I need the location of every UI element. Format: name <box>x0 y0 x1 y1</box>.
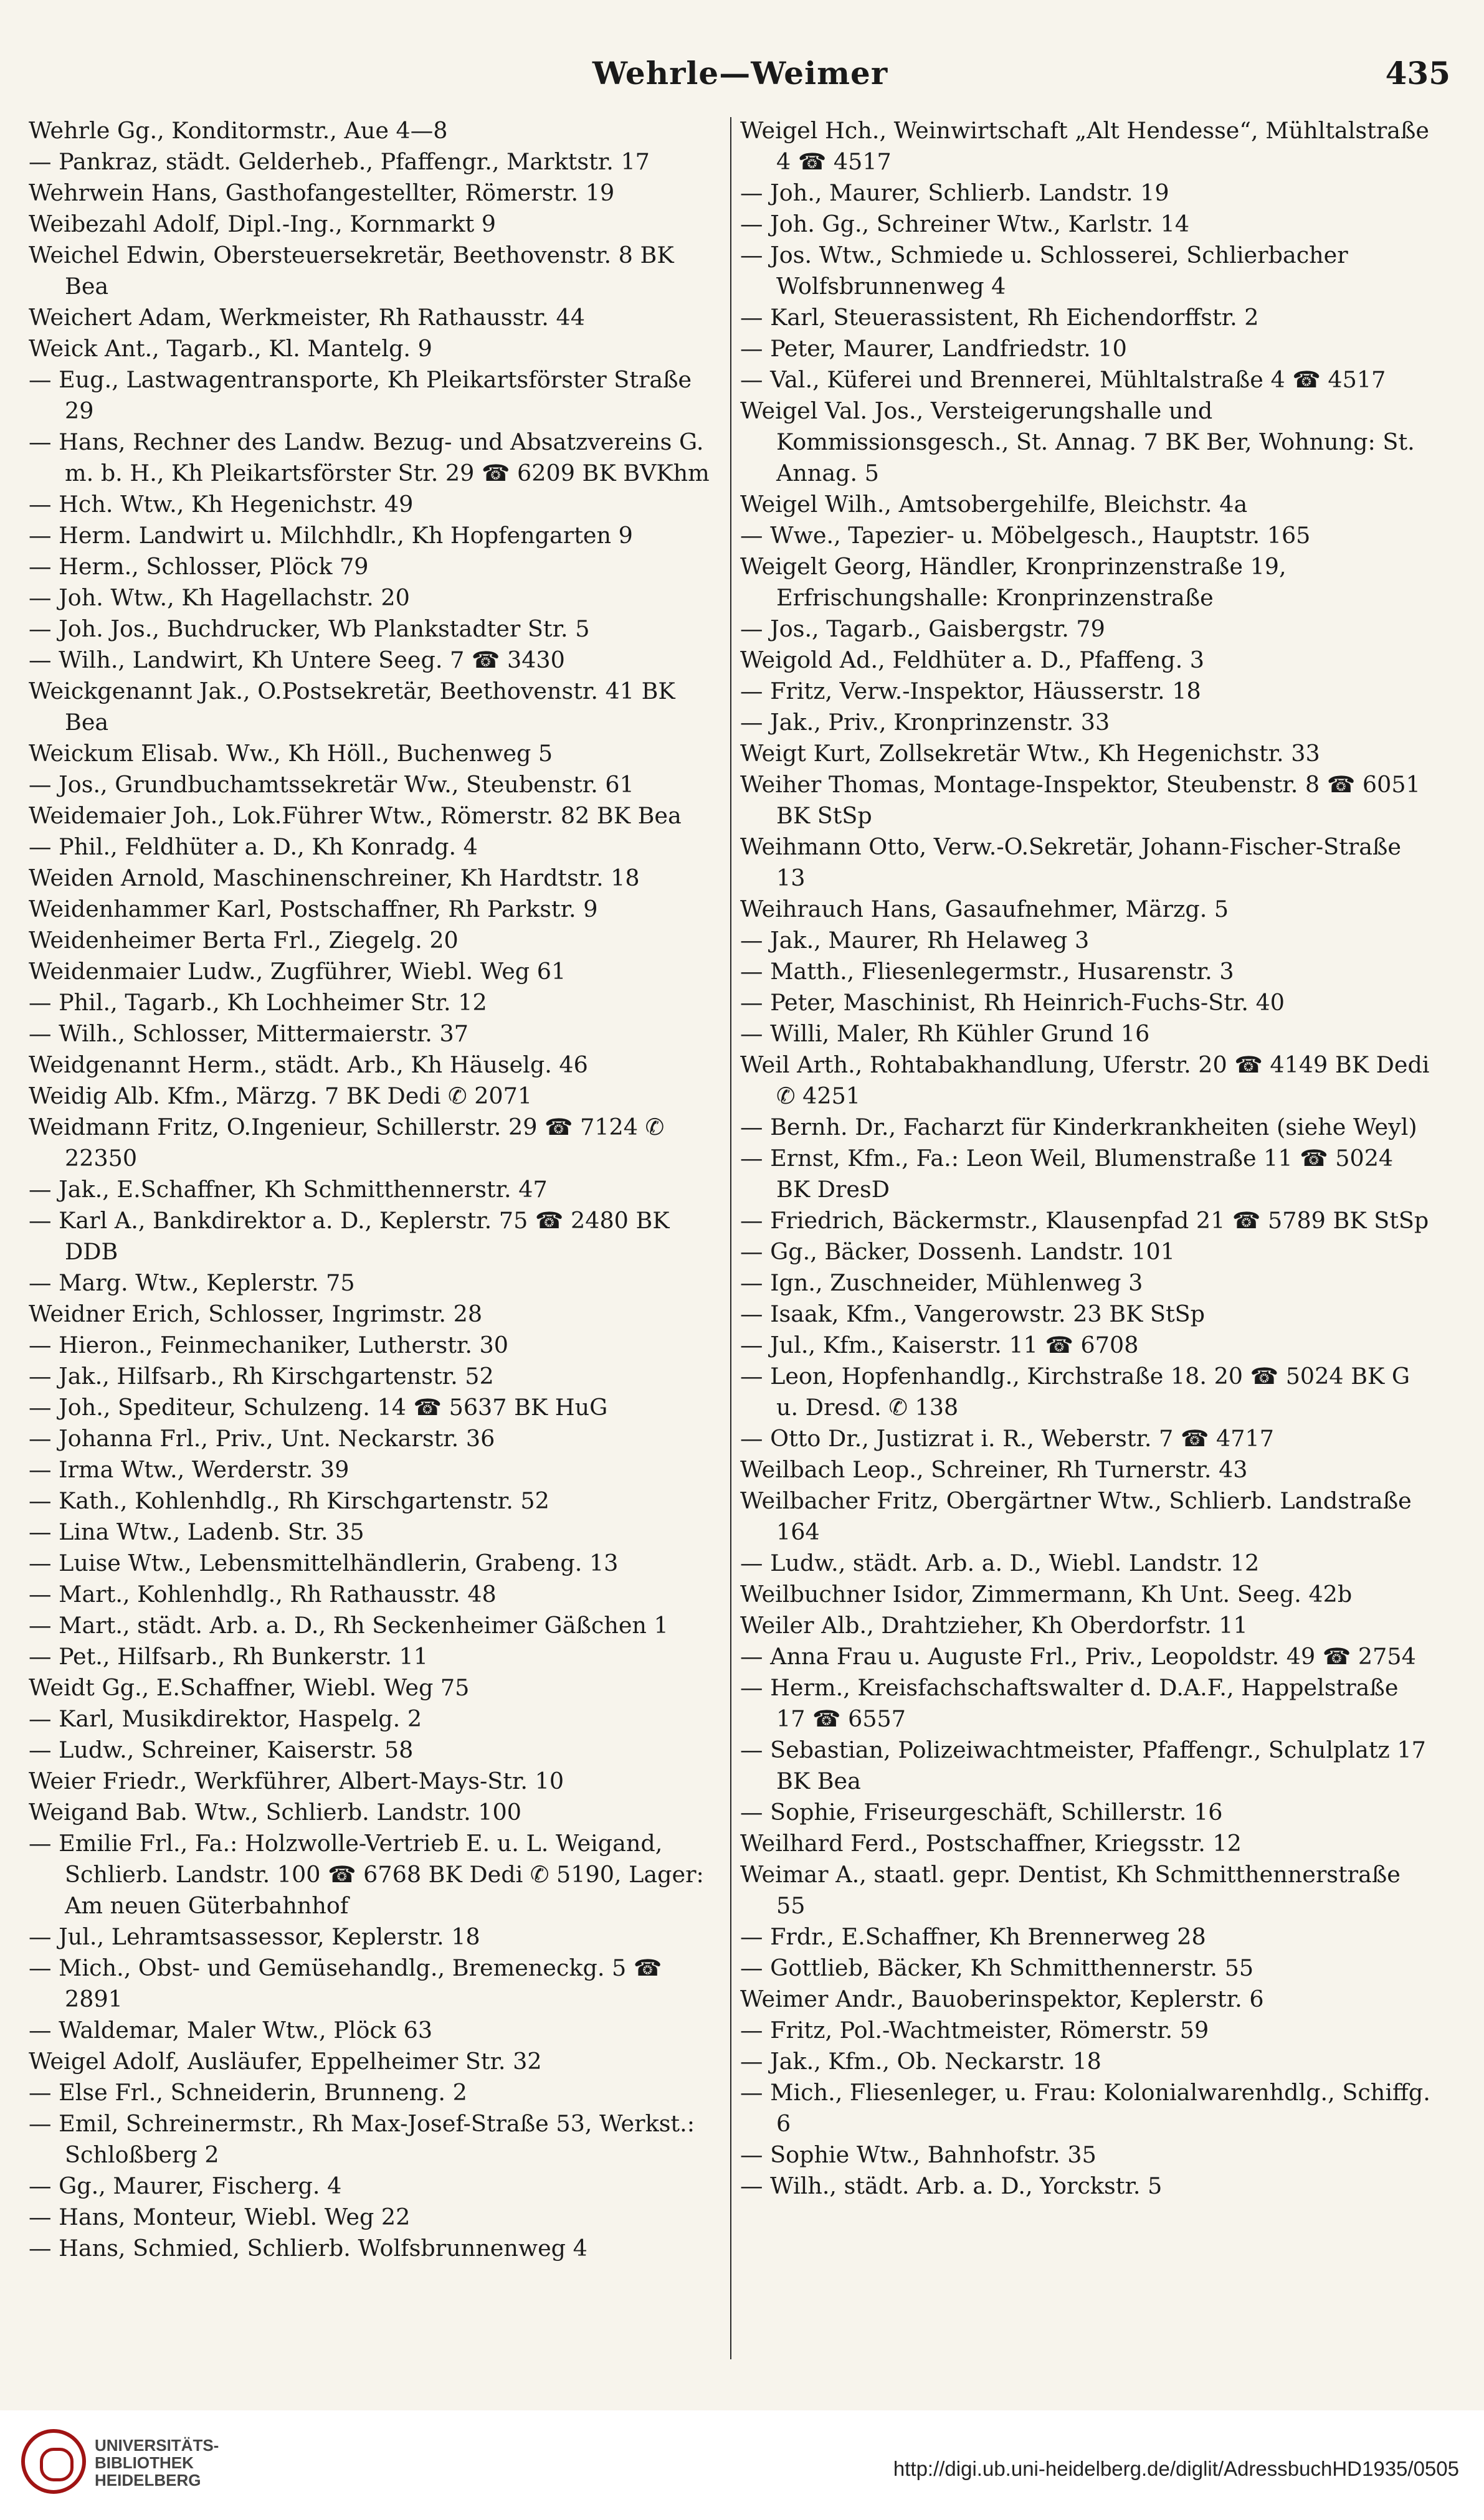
directory-entry: — Jos., Grundbuchamtssekretär Ww., Steubenstr. 61 <box>29 771 634 798</box>
directory-entry: Weidenheimer Berta Frl., Ziegelg. 20 <box>29 927 459 954</box>
directory-entry: — Joh. Wtw., Kh Hagellachstr. 20 <box>29 584 410 611</box>
directory-entry: — Bernh. Dr., Facharzt für Kinderkrankheiten (siehe Weyl) <box>740 1114 1417 1140</box>
directory-entry: Weiler Alb., Drahtzieher, Kh Oberdorfstr. 11 <box>740 1612 1248 1639</box>
directory-entry: Weier Friedr., Werkführer, Albert-Mays-Str. 10 <box>29 1768 564 1794</box>
directory-entry: Weilbuchner Isidor, Zimmermann, Kh Unt. Seeg. 42b <box>740 1581 1353 1608</box>
directory-entry: Weihrauch Hans, Gasaufnehmer, Märzg. 5 <box>740 896 1229 922</box>
directory-entry: — Anna Frau u. Auguste Frl., Priv., Leopoldstr. 49 ☎ 2754 <box>740 1643 1416 1670</box>
directory-entry: — Wwe., Tapezier- u. Möbelgesch., Hauptstr. 165 <box>740 522 1311 549</box>
directory-entry: — Jul., Kfm., Kaiserstr. 11 ☎ 6708 <box>740 1332 1139 1358</box>
directory-entry: Weichel Edwin, Obersteuersekretär, Beethovenstr. 8 BK Bea <box>29 242 674 300</box>
directory-entry: Weigand Bab. Wtw., Schlierb. Landstr. 100 <box>29 1799 521 1826</box>
directory-entry: — Friedrich, Bäckermstr., Klausenpfad 21 ☎ 5789 BK StSp <box>740 1207 1429 1234</box>
directory-entry: Weilhard Ferd., Postschaffner, Kriegsstr. 12 <box>740 1830 1242 1857</box>
directory-entry: Weigel Val. Jos., Versteigerungshalle und Kommissionsgesch., St. Annag. 7 BK Ber, Wohnung: St. Annag. 5 <box>740 397 1415 486</box>
directory-entry: Weidemaier Joh., Lok.Führer Wtw., Römerstr. 82 BK Bea <box>29 802 682 829</box>
directory-entry: Weihmann Otto, Verw.-O.Sekretär, Johann-Fischer-Straße 13 <box>740 833 1402 891</box>
directory-entry: — Willi, Maler, Rh Kühler Grund 16 <box>740 1020 1150 1047</box>
directory-entry: — Sophie, Friseurgeschäft, Schillerstr. 16 <box>740 1799 1223 1826</box>
directory-entry: — Joh., Maurer, Schlierb. Landstr. 19 <box>740 179 1169 206</box>
directory-entry: — Herm. Landwirt u. Milchhdlr., Kh Hopfengarten 9 <box>29 522 633 549</box>
directory-entry: — Phil., Feldhüter a. D., Kh Konradg. 4 <box>29 833 478 860</box>
directory-entry: — Leon, Hopfenhandlg., Kirchstraße 18. 20 ☎ 5024 BK G u. Dresd. ✆ 138 <box>740 1363 1410 1421</box>
directory-entry: — Hans, Rechner des Landw. Bezug- und Absatzvereins G. m. b. H., Kh Pleikartsförster Str. 29 ☎ 6209 BK BVKhm <box>29 429 710 486</box>
directory-entry: — Herm., Kreisfachschaftswalter d. D.A.F., Happelstraße 17 ☎ 6557 <box>740 1674 1399 1732</box>
seal-icon <box>21 2429 86 2494</box>
directory-entry: — Otto Dr., Justizrat i. R., Weberstr. 7 ☎ 4717 <box>740 1425 1274 1452</box>
directory-entry: — Else Frl., Schneiderin, Brunneng. 2 <box>29 2079 467 2106</box>
directory-entry: — Karl, Steuerassistent, Rh Eichendorffstr. 2 <box>740 304 1259 331</box>
directory-entry: Weidenhammer Karl, Postschaffner, Rh Parkstr. 9 <box>29 896 598 922</box>
directory-entry: — Marg. Wtw., Keplerstr. 75 <box>29 1269 355 1296</box>
directory-entry: — Jul., Lehramtsassessor, Keplerstr. 18 <box>29 1923 480 1950</box>
directory-entry: Weilbach Leop., Schreiner, Rh Turnerstr. 43 <box>740 1456 1248 1483</box>
directory-entry: Weimar A., staatl. gepr. Dentist, Kh Schmitthennerstraße 55 <box>740 1861 1401 1919</box>
directory-entry: — Jak., Kfm., Ob. Neckarstr. 18 <box>740 2048 1101 2075</box>
left-column <box>29 115 721 2407</box>
directory-entry: — Gg., Maurer, Fischerg. 4 <box>29 2172 342 2199</box>
directory-entry: — Ludw., Schreiner, Kaiserstr. 58 <box>29 1736 414 1763</box>
directory-entry: — Mich., Fliesenleger, u. Frau: Kolonialwarenhdlg., Schiffg. 6 <box>740 2079 1430 2137</box>
directory-entry: — Isaak, Kfm., Vangerowstr. 23 BK StSp <box>740 1300 1206 1327</box>
page-header <box>30 55 1450 105</box>
directory-entry: — Phil., Tagarb., Kh Lochheimer Str. 12 <box>29 989 487 1016</box>
directory-entry: — Gottlieb, Bäcker, Kh Schmitthennerstr. 55 <box>740 1954 1254 1981</box>
directory-entry: — Mich., Obst- und Gemüsehandlg., Bremeneckg. 5 ☎ 2891 <box>29 1954 662 2012</box>
directory-entry: — Joh. Gg., Schreiner Wtw., Karlstr. 14 <box>740 211 1190 237</box>
directory-entry: — Joh. Jos., Buchdrucker, Wb Plankstadter Str. 5 <box>29 615 590 642</box>
directory-entry: — Frdr., E.Schaffner, Kh Brennerweg 28 <box>740 1923 1206 1950</box>
directory-entry: — Mart., Kohlenhdlg., Rh Rathausstr. 48 <box>29 1581 497 1608</box>
directory-entry: Weickum Elisab. Ww., Kh Höll., Buchenweg 5 <box>29 740 553 767</box>
directory-entry: — Waldemar, Maler Wtw., Plöck 63 <box>29 2017 433 2044</box>
directory-entry: — Mart., städt. Arb. a. D., Rh Seckenheimer Gäßchen 1 <box>29 1612 668 1639</box>
library-name: UNIVERSITÄTS- BIBLIOTHEK HEIDELBERG <box>95 2436 219 2489</box>
directory-entry: — Jak., Priv., Kronprinzenstr. 33 <box>740 709 1110 736</box>
directory-entry: — Ign., Zuschneider, Mühlenweg 3 <box>740 1269 1143 1296</box>
directory-entry: — Jak., Maurer, Rh Helaweg 3 <box>740 927 1090 954</box>
directory-entry: Weil Arth., Rohtabakhandlung, Uferstr. 20 ☎ 4149 BK Dedi ✆ 4251 <box>740 1051 1430 1109</box>
directory-entry: Weimer Andr., Bauoberinspektor, Keplerstr. 6 <box>740 1986 1264 2012</box>
directory-entry: — Jos. Wtw., Schmiede u. Schlosserei, Schlierbacher Wolfsbrunnenweg 4 <box>740 242 1348 300</box>
directory-entry: Weigel Hch., Weinwirtschaft „Alt Hendesse“, Mühltalstraße 4 ☎ 4517 <box>740 117 1430 175</box>
directory-entry: Weigold Ad., Feldhüter a. D., Pfaffeng. 3 <box>740 647 1205 673</box>
directory-entry: — Sophie Wtw., Bahnhofstr. 35 <box>740 2141 1096 2168</box>
library-logo[interactable] <box>21 2429 245 2504</box>
directory-entry: Weiden Arnold, Maschinenschreiner, Kh Hardtstr. 18 <box>29 864 640 891</box>
directory-entry: Weick Ant., Tagarb., Kl. Mantelg. 9 <box>29 335 432 362</box>
directory-entry: — Johanna Frl., Priv., Unt. Neckarstr. 36 <box>29 1425 495 1452</box>
directory-entry: — Wilh., städt. Arb. a. D., Yorckstr. 5 <box>740 2172 1163 2199</box>
directory-entry: — Wilh., Landwirt, Kh Untere Seeg. 7 ☎ 3430 <box>29 647 565 673</box>
directory-entry: Wehrwein Hans, Gasthofangestellter, Römerstr. 19 <box>29 179 615 206</box>
directory-entry: Weidt Gg., E.Schaffner, Wiebl. Weg 75 <box>29 1674 470 1701</box>
directory-entry: — Fritz, Verw.-Inspektor, Häusserstr. 18 <box>740 678 1201 704</box>
column-divider <box>730 117 731 2359</box>
directory-entry: — Gg., Bäcker, Dossenh. Landstr. 101 <box>740 1238 1175 1265</box>
directory-entry: Weidmann Fritz, O.Ingenieur, Schillerstr. 29 ☎ 7124 ✆ 22350 <box>29 1114 665 1172</box>
right-column <box>740 115 1433 2407</box>
directory-entry: — Hieron., Feinmechaniker, Lutherstr. 30 <box>29 1332 508 1358</box>
directory-entry: — Matth., Fliesenlegermstr., Husarenstr. 3 <box>740 958 1234 985</box>
directory-entry: — Eug., Lastwagentransporte, Kh Pleikartsförster Straße 29 <box>29 366 692 424</box>
source-url-link[interactable]: http://digi.ub.uni-heidelberg.de/diglit/AdressbuchHD1935/0505 <box>893 2457 1459 2480</box>
directory-entry: Weichert Adam, Werkmeister, Rh Rathausstr. 44 <box>29 304 585 331</box>
directory-entry: — Hch. Wtw., Kh Hegenichstr. 49 <box>29 491 414 518</box>
directory-entry: Weibezahl Adolf, Dipl.-Ing., Kornmarkt 9 <box>29 211 496 237</box>
directory-entry: — Karl A., Bankdirektor a. D., Keplerstr. 75 ☎ 2480 BK DDB <box>29 1207 670 1265</box>
page-number: 435 <box>1385 55 1450 92</box>
directory-entry: Weiher Thomas, Montage-Inspektor, Steubenstr. 8 ☎ 6051 BK StSp <box>740 771 1420 829</box>
directory-entry: — Luise Wtw., Lebensmittelhändlerin, Grabeng. 13 <box>29 1550 619 1576</box>
directory-entry: — Jak., E.Schaffner, Kh Schmitthennerstr. 47 <box>29 1176 548 1203</box>
page-title: Wehrle—Weimer <box>592 55 888 92</box>
directory-entry: — Pankraz, städt. Gelderheb., Pfaffengr., Marktstr. 17 <box>29 148 650 175</box>
directory-entry: — Hans, Schmied, Schlierb. Wolfsbrunnenweg 4 <box>29 2235 587 2262</box>
directory-entry: — Ludw., städt. Arb. a. D., Wiebl. Landstr. 12 <box>740 1550 1260 1576</box>
directory-entry: — Sebastian, Polizeiwachtmeister, Pfaffengr., Schulplatz 17 BK Bea <box>740 1736 1426 1794</box>
directory-entry: Weigel Adolf, Ausläufer, Eppelheimer Str. 32 <box>29 2048 542 2075</box>
directory-entry: — Wilh., Schlosser, Mittermaierstr. 37 <box>29 1020 469 1047</box>
directory-entry: — Pet., Hilfsarb., Rh Bunkerstr. 11 <box>29 1643 428 1670</box>
directory-entry: — Herm., Schlosser, Plöck 79 <box>29 553 369 580</box>
directory-entry: — Emilie Frl., Fa.: Holzwolle-Vertrieb E. u. L. Weigand, Schlierb. Landstr. 100 ☎ 6768 BK Dedi ✆ 5190, Lager: Am neuen Güterbahnhof <box>29 1830 704 1919</box>
directory-entry: — Fritz, Pol.-Wachtmeister, Römerstr. 59 <box>740 2017 1209 2044</box>
directory-entry: Weigelt Georg, Händler, Kronprinzenstraße 19, Erfrischungshalle: Kronprinzenstraße <box>740 553 1287 611</box>
directory-entry: — Peter, Maurer, Landfriedstr. 10 <box>740 335 1127 362</box>
directory-entry: — Joh., Spediteur, Schulzeng. 14 ☎ 5637 BK HuG <box>29 1394 608 1421</box>
directory-entry: — Jos., Tagarb., Gaisbergstr. 79 <box>740 615 1105 642</box>
directory-entry: Weidner Erich, Schlosser, Ingrimstr. 28 <box>29 1300 483 1327</box>
directory-entry: — Irma Wtw., Werderstr. 39 <box>29 1456 350 1483</box>
directory-entry: Weickgenannt Jak., O.Postsekretär, Beethovenstr. 41 BK Bea <box>29 678 675 736</box>
directory-entry: — Emil, Schreinermstr., Rh Max-Josef-Straße 53, Werkst.: Schloßberg 2 <box>29 2110 695 2168</box>
directory-entry: — Kath., Kohlenhdlg., Rh Kirschgartenstr. 52 <box>29 1487 549 1514</box>
directory-entry: Weigt Kurt, Zollsekretär Wtw., Kh Hegenichstr. 33 <box>740 740 1320 767</box>
directory-entry: — Peter, Maschinist, Rh Heinrich-Fuchs-Str. 40 <box>740 989 1285 1016</box>
directory-entry: Weidenmaier Ludw., Zugführer, Wiebl. Weg 61 <box>29 958 566 985</box>
directory-entry: Wehrle Gg., Konditormstr., Aue 4—8 <box>29 117 448 144</box>
directory-entry: — Jak., Hilfsarb., Rh Kirschgartenstr. 52 <box>29 1363 494 1390</box>
directory-entry: — Lina Wtw., Ladenb. Str. 35 <box>29 1518 364 1545</box>
directory-entry: Weidgenannt Herm., städt. Arb., Kh Häuselg. 46 <box>29 1051 588 1078</box>
directory-entry: — Hans, Monteur, Wiebl. Weg 22 <box>29 2204 411 2230</box>
directory-entry: — Ernst, Kfm., Fa.: Leon Weil, Blumenstraße 11 ☎ 5024 BK DresD <box>740 1145 1394 1203</box>
directory-entry: Weidig Alb. Kfm., Märzg. 7 BK Dedi ✆ 2071 <box>29 1082 533 1109</box>
directory-entry: — Karl, Musikdirektor, Haspelg. 2 <box>29 1705 422 1732</box>
directory-entry: — Val., Küferei und Brennerei, Mühltalstraße 4 ☎ 4517 <box>740 366 1386 393</box>
directory-entry: Weilbacher Fritz, Obergärtner Wtw., Schlierb. Landstraße 164 <box>740 1487 1412 1545</box>
directory-entry: Weigel Wilh., Amtsobergehilfe, Bleichstr. 4a <box>740 491 1248 518</box>
